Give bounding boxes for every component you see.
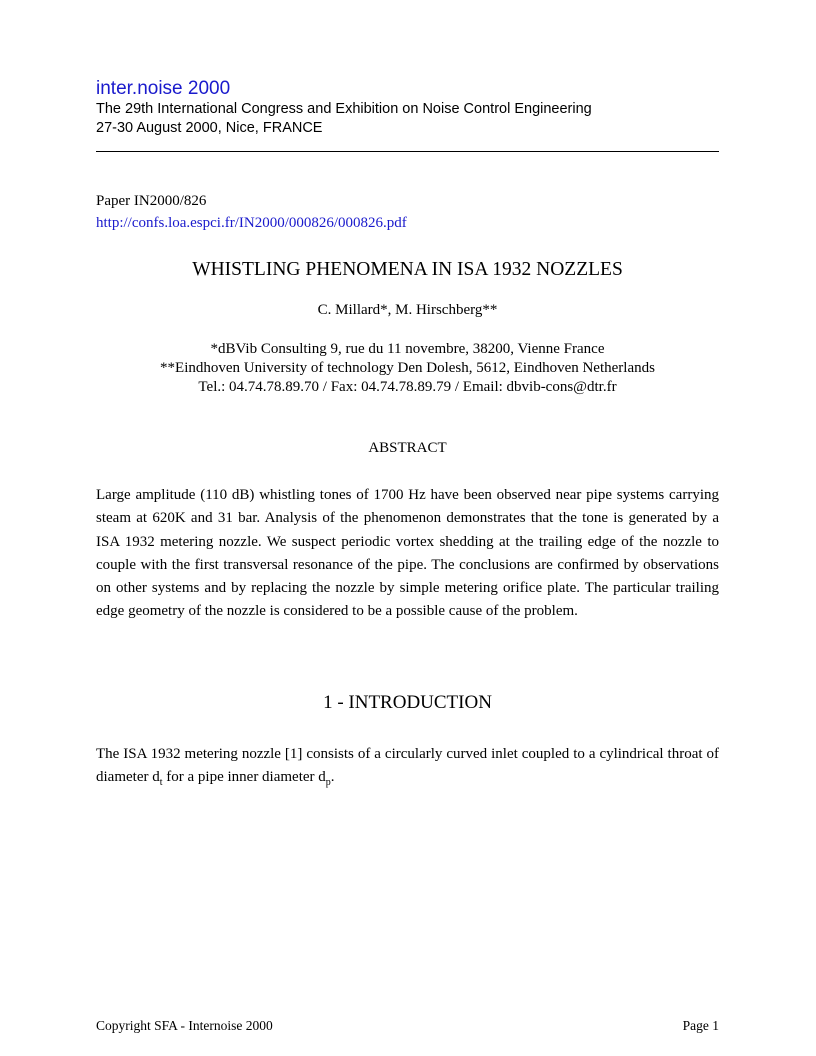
intro-text-2: for a pipe inner diameter d bbox=[162, 769, 326, 786]
header-divider bbox=[96, 151, 719, 152]
conference-name: inter.noise 2000 bbox=[96, 78, 231, 99]
paper-title: WHISTLING PHENOMENA IN ISA 1932 NOZZLES bbox=[192, 259, 623, 280]
contact-line: Tel.: 04.74.78.89.70 / Fax: 04.74.78.89.79 / Email: dbvib-cons@dtr.fr bbox=[198, 379, 617, 395]
affiliations bbox=[96, 340, 719, 397]
paper-id: Paper IN2000/826 bbox=[96, 193, 207, 209]
subscript-t: t bbox=[159, 777, 163, 789]
abstract-heading: ABSTRACT bbox=[368, 440, 447, 456]
introduction-heading: 1 - INTRODUCTION bbox=[323, 692, 492, 713]
subscript-p: p bbox=[325, 777, 331, 789]
paper-url-link[interactable]: http://confs.loa.espci.fr/IN2000/000826/000826.pdf bbox=[96, 215, 407, 231]
conference-dates: 27-30 August 2000, Nice, FRANCE bbox=[96, 120, 323, 136]
authors: C. Millard*, M. Hirschberg** bbox=[317, 302, 498, 318]
footer-page-number: Page 1 bbox=[682, 1018, 719, 1033]
abstract-body: Large amplitude (110 dB) whistling tones of 1700 Hz have been observed near pipe systems carrying steam at 620K and 31 bar. Analysis of the phenomenon demonstrates that the tone is generated by a ISA 1932 metering nozzle. We suspect periodic vortex shedding at the trailing edge of the nozzle to couple with the first transversal resonance of the pipe. The conclusions are confirmed by observations on other systems and by replacing the nozzle by simple metering orifice plate. The particular trailing edge geometry of the nozzle is considered to be a possible cause of the problem. bbox=[96, 487, 719, 620]
affiliation-line: **Eindhoven University of technology Den Dolesh, 5612, Eindhoven Netherlands bbox=[160, 360, 655, 376]
intro-text-1: The ISA 1932 metering nozzle [1] consists of a circularly curved inlet coupled to a cylindrical throat of diameter d bbox=[96, 746, 719, 786]
footer-copyright: Copyright SFA - Internoise 2000 bbox=[96, 1018, 273, 1033]
conference-subtitle: The 29th International Congress and Exhibition on Noise Control Engineering bbox=[96, 101, 592, 117]
affiliation-line: *dBVib Consulting 9, rue du 11 novembre, 38200, Vienne France bbox=[210, 341, 605, 357]
introduction-body bbox=[96, 743, 719, 790]
intro-text-3: . bbox=[330, 769, 335, 786]
